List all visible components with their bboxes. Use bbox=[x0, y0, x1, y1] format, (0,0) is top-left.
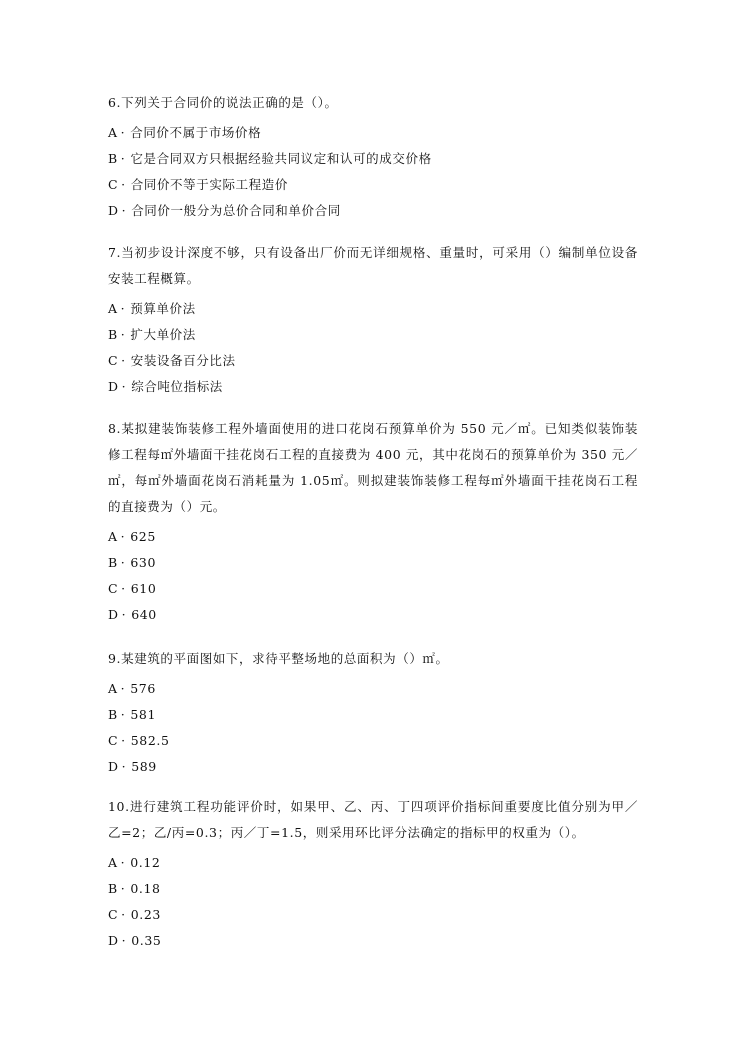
question-stem: 8.某拟建装饰装修工程外墙面使用的进口花岗石预算单价为 550 元／㎡。已知类似装饰装修工程每㎡外墙面干挂花岗石工程的直接费为 400 元，其中花岗石的预算单价为 350 元／㎡，每㎡外墙面花岗石消耗量为 1.05㎡。则拟建装饰装修工程每㎡外墙面干挂花岗石工程的直接费为（）元。 bbox=[108, 421, 638, 514]
option-text: 581 bbox=[130, 707, 157, 722]
option-text: 589 bbox=[131, 759, 157, 774]
option-text: 合同价不属于市场价格 bbox=[130, 125, 262, 140]
option-b bbox=[108, 322, 638, 348]
option-letter: C · bbox=[108, 733, 131, 748]
option-b bbox=[108, 146, 638, 172]
option-letter: A · bbox=[108, 855, 130, 870]
option-text: 640 bbox=[131, 607, 157, 622]
question-6 bbox=[108, 90, 638, 224]
option-letter: C · bbox=[108, 581, 131, 596]
option-letter: B · bbox=[108, 151, 130, 166]
option-b bbox=[108, 550, 638, 576]
question-7 bbox=[108, 240, 638, 400]
option-letter: B · bbox=[108, 327, 130, 342]
option-letter: D · bbox=[108, 759, 131, 774]
option-b bbox=[108, 876, 638, 902]
option-text: 0.35 bbox=[131, 933, 162, 948]
option-letter: C · bbox=[108, 177, 131, 192]
option-letter: D · bbox=[108, 933, 131, 948]
option-letter: A · bbox=[108, 681, 130, 696]
option-a bbox=[108, 296, 638, 322]
option-text: 预算单价法 bbox=[130, 301, 196, 316]
option-letter: A · bbox=[108, 301, 130, 316]
option-text: 630 bbox=[130, 555, 157, 570]
option-d bbox=[108, 928, 638, 954]
option-d bbox=[108, 602, 638, 628]
question-stem: 7.当初步设计深度不够，只有设备出厂价而无详细规格、重量时，可采用（）编制单位设备安装工程概算。 bbox=[108, 245, 638, 286]
option-text: 合同价一般分为总价合同和单价合同 bbox=[131, 203, 341, 218]
option-d bbox=[108, 754, 638, 780]
option-text: 0.18 bbox=[130, 881, 161, 896]
option-c bbox=[108, 576, 638, 602]
option-c bbox=[108, 172, 638, 198]
option-c bbox=[108, 348, 638, 374]
option-text: 576 bbox=[130, 681, 156, 696]
option-a bbox=[108, 120, 638, 146]
option-text: 625 bbox=[130, 529, 156, 544]
option-text: 扩大单价法 bbox=[130, 327, 196, 342]
question-10 bbox=[108, 794, 638, 954]
option-b bbox=[108, 702, 638, 728]
question-8 bbox=[108, 416, 638, 628]
option-a bbox=[108, 850, 638, 876]
option-text: 它是合同双方只根据经验共同议定和认可的成交价格 bbox=[130, 151, 432, 166]
option-letter: D · bbox=[108, 379, 131, 394]
option-d bbox=[108, 198, 638, 224]
option-letter: B · bbox=[108, 881, 130, 896]
option-text: 582.5 bbox=[130, 733, 170, 748]
option-letter: D · bbox=[108, 203, 131, 218]
question-stem: 10.进行建筑工程功能评价时，如果甲、乙、丙、丁四项评价指标间重要度比值分别为甲／乙=2；乙/丙=0.3；丙／丁=1.5，则采用环比评分法确定的指标甲的权重为（）。 bbox=[108, 799, 638, 840]
option-c bbox=[108, 902, 638, 928]
option-a bbox=[108, 524, 638, 550]
option-text: 0.12 bbox=[130, 855, 161, 870]
option-letter: C · bbox=[108, 907, 131, 922]
option-letter: C · bbox=[108, 353, 131, 368]
option-a bbox=[108, 676, 638, 702]
option-text: 综合吨位指标法 bbox=[131, 379, 223, 394]
option-letter: B · bbox=[108, 707, 130, 722]
option-text: 610 bbox=[130, 581, 157, 596]
option-letter: D · bbox=[108, 607, 131, 622]
option-text: 安装设备百分比法 bbox=[130, 353, 236, 368]
question-stem: 9.某建筑的平面图如下，求待平整场地的总面积为（）㎡。 bbox=[108, 651, 449, 666]
option-letter: A · bbox=[108, 529, 130, 544]
option-c bbox=[108, 728, 638, 754]
question-stem: 6.下列关于合同价的说法正确的是（）。 bbox=[108, 95, 338, 110]
option-d bbox=[108, 374, 638, 400]
option-text: 0.23 bbox=[130, 907, 161, 922]
question-9 bbox=[108, 646, 638, 780]
option-text: 合同价不等于实际工程造价 bbox=[130, 177, 288, 192]
option-letter: A · bbox=[108, 125, 130, 140]
option-letter: B · bbox=[108, 555, 130, 570]
